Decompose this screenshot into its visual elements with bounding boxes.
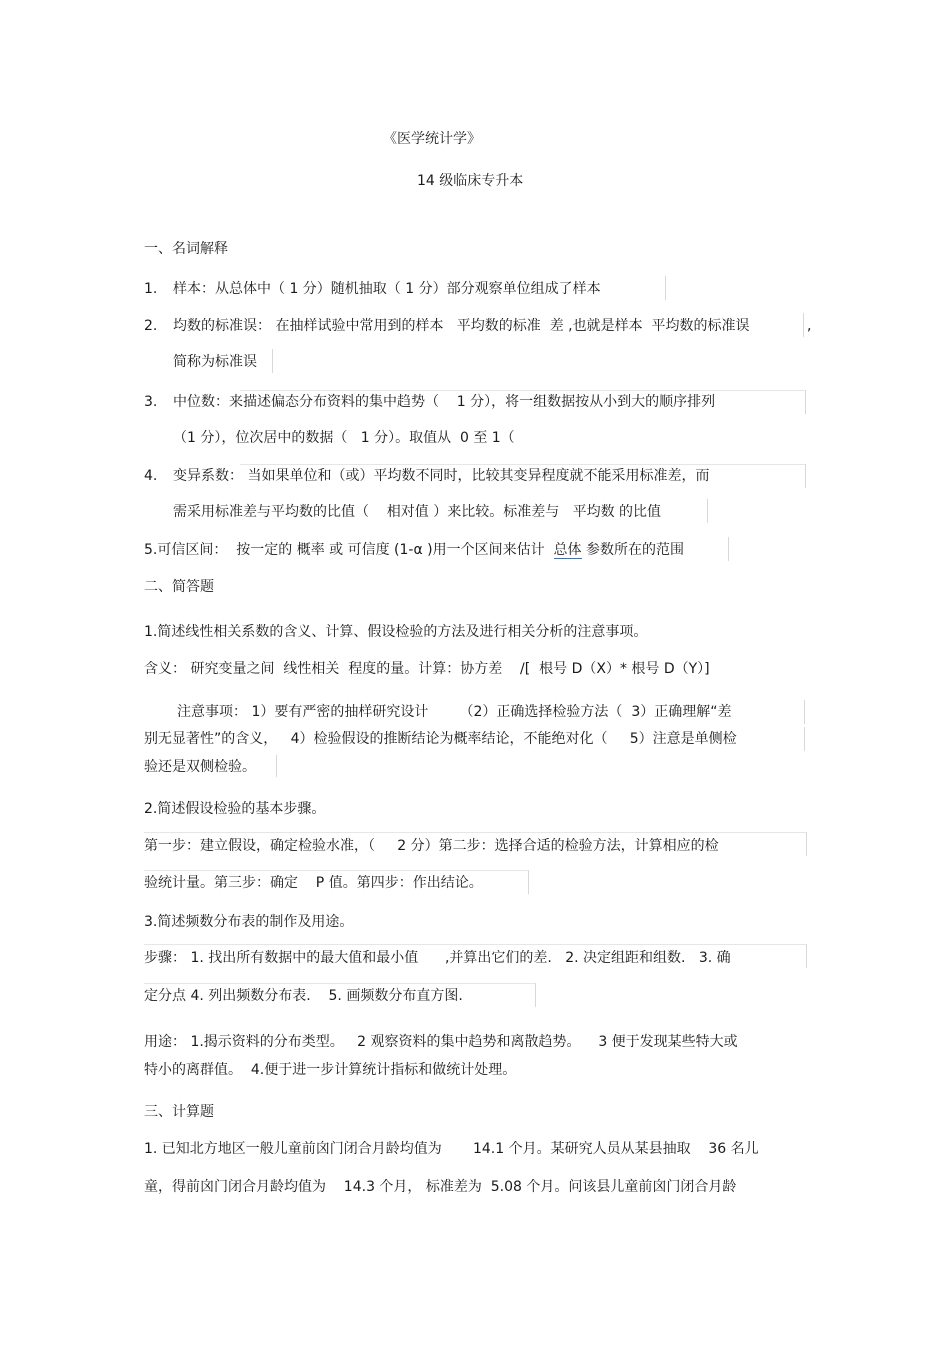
table-border xyxy=(707,499,708,523)
table-border xyxy=(728,537,729,561)
term-text-2: 均数的标准误： 在抽样试验中常用到的样本 平均数的标准 差 ,也就是样本 平均数的标准误 xyxy=(173,318,750,334)
term-number-2: 2. xyxy=(144,318,158,334)
answer-2-1-line-4: 验还是双侧检验。 xyxy=(144,759,256,775)
calculation-problem-line-1: 1. 已知北方地区一般儿童前囟门闭合月龄均值为 14.1 个月。某研究人员从某县抽取 36 名儿 xyxy=(144,1141,759,1157)
term-text-5-b: 参数所在的范围 xyxy=(581,542,684,558)
table-border xyxy=(805,390,806,414)
table-border xyxy=(144,983,535,984)
term-text-5-a: 5.可信区间： 按一定的 概率 或 可信度 (1-α )用一个区间来估计 xyxy=(144,542,554,558)
question-2-1: 1.简述线性相关系数的含义、计算、假设检验的方法及进行相关分析的注意事项。 xyxy=(144,624,648,640)
term-text-4-cont: 需采用标准差与平均数的比值（ 相对值 ）来比较。标准差与 平均数 的比值 xyxy=(173,504,662,520)
table-border xyxy=(665,276,666,300)
answer-2-3-line-3: 用途： 1.揭示资料的分布类型。 2 观察资料的集中趋势和离散趋势。 3 便于发现某些特大或 xyxy=(144,1034,738,1050)
table-border xyxy=(272,349,273,373)
table-border xyxy=(804,727,805,751)
question-2-3: 3.简述频数分布表的制作及用途。 xyxy=(144,914,354,930)
table-border xyxy=(144,832,806,833)
document-title: 《医学统计学》 xyxy=(383,131,481,147)
table-border xyxy=(806,944,807,968)
term-number-1: 1. xyxy=(144,281,158,297)
answer-2-2-line-1: 第一步：建立假设，确定检验水准，（ 2 分）第二步：选择合适的检验方法，计算相应的检 xyxy=(144,838,719,854)
term-text-2-cont: 简称为标准误 xyxy=(173,354,257,370)
document-subtitle: 14 级临床专升本 xyxy=(417,173,524,189)
table-border xyxy=(804,700,805,724)
answer-2-3-line-1: 步骤： 1. 找出所有数据中的最大值和最小值 ,并算出它们的差. 2. 决定组距和组数. 3. 确 xyxy=(144,950,731,966)
table-border xyxy=(144,870,528,871)
term-text-3-cont: （1 分），位次居中的数据（ 1 分）。取值从 0 至 1（ xyxy=(173,430,515,446)
table-border xyxy=(276,755,277,777)
table-border xyxy=(240,464,805,465)
table-border xyxy=(240,390,805,391)
calculation-problem-line-2: 童，得前囟门闭合月龄均值为 14.3 个月， 标准差为 5.08 个月。问该县儿童前囟门闭合月龄 xyxy=(144,1179,737,1195)
table-border xyxy=(535,983,536,1007)
answer-2-3-line-4: 特小的离群值。 4.便于进一步计算统计指标和做统计处理。 xyxy=(144,1062,517,1078)
term-text-4: 变异系数： 当如果单位和（或）平均数不同时，比较其变异程度就不能采用标准差，而 xyxy=(173,468,710,484)
answer-2-2-line-2: 验统计量。第三步：确定 P 值。第四步：作出结论。 xyxy=(144,875,483,891)
question-2-2: 2.简述假设检验的基本步骤。 xyxy=(144,801,326,817)
term-text-5 xyxy=(144,541,684,559)
term-text-3: 中位数：来描述偏态分布资料的集中趋势（ 1 分），将一组数据按从小到大的顺序排列 xyxy=(173,394,716,410)
answer-2-3-line-2: 定分点 4. 列出频数分布表. 5. 画频数分布直方图. xyxy=(144,988,463,1004)
section-heading-terms: 一、名词解释 xyxy=(144,241,228,257)
section-heading-short-answer: 二、简答题 xyxy=(144,579,214,595)
answer-2-1-line-3: 别无显著性”的含义， 4）检验假设的推断结论为概率结论，不能绝对化（ 5）注意是单侧检 xyxy=(144,731,737,747)
term-text-5-underlined: 总体 xyxy=(553,542,582,558)
term-number-4: 4. xyxy=(144,468,158,484)
table-border xyxy=(803,313,804,337)
term-text-2-tail: , xyxy=(807,318,812,334)
section-heading-calculation: 三、计算题 xyxy=(144,1104,214,1120)
table-border xyxy=(528,870,529,894)
answer-2-1-line-2: 注意事项： 1）要有严密的抽样研究设计 （2）正确选择检验方法（ 3）正确理解“差 xyxy=(177,704,732,720)
table-border xyxy=(144,944,806,945)
table-border xyxy=(805,464,806,488)
answer-2-1-line-1: 含义： 研究变量之间 线性相关 程度的量。计算：协方差 /[ 根号 D（X）* 根号 D（Y）] xyxy=(144,661,710,677)
table-border xyxy=(806,832,807,856)
term-number-3: 3. xyxy=(144,394,158,410)
term-text-1: 样本：从总体中（ 1 分）随机抽取（ 1 分）部分观察单位组成了样本 xyxy=(173,281,601,297)
